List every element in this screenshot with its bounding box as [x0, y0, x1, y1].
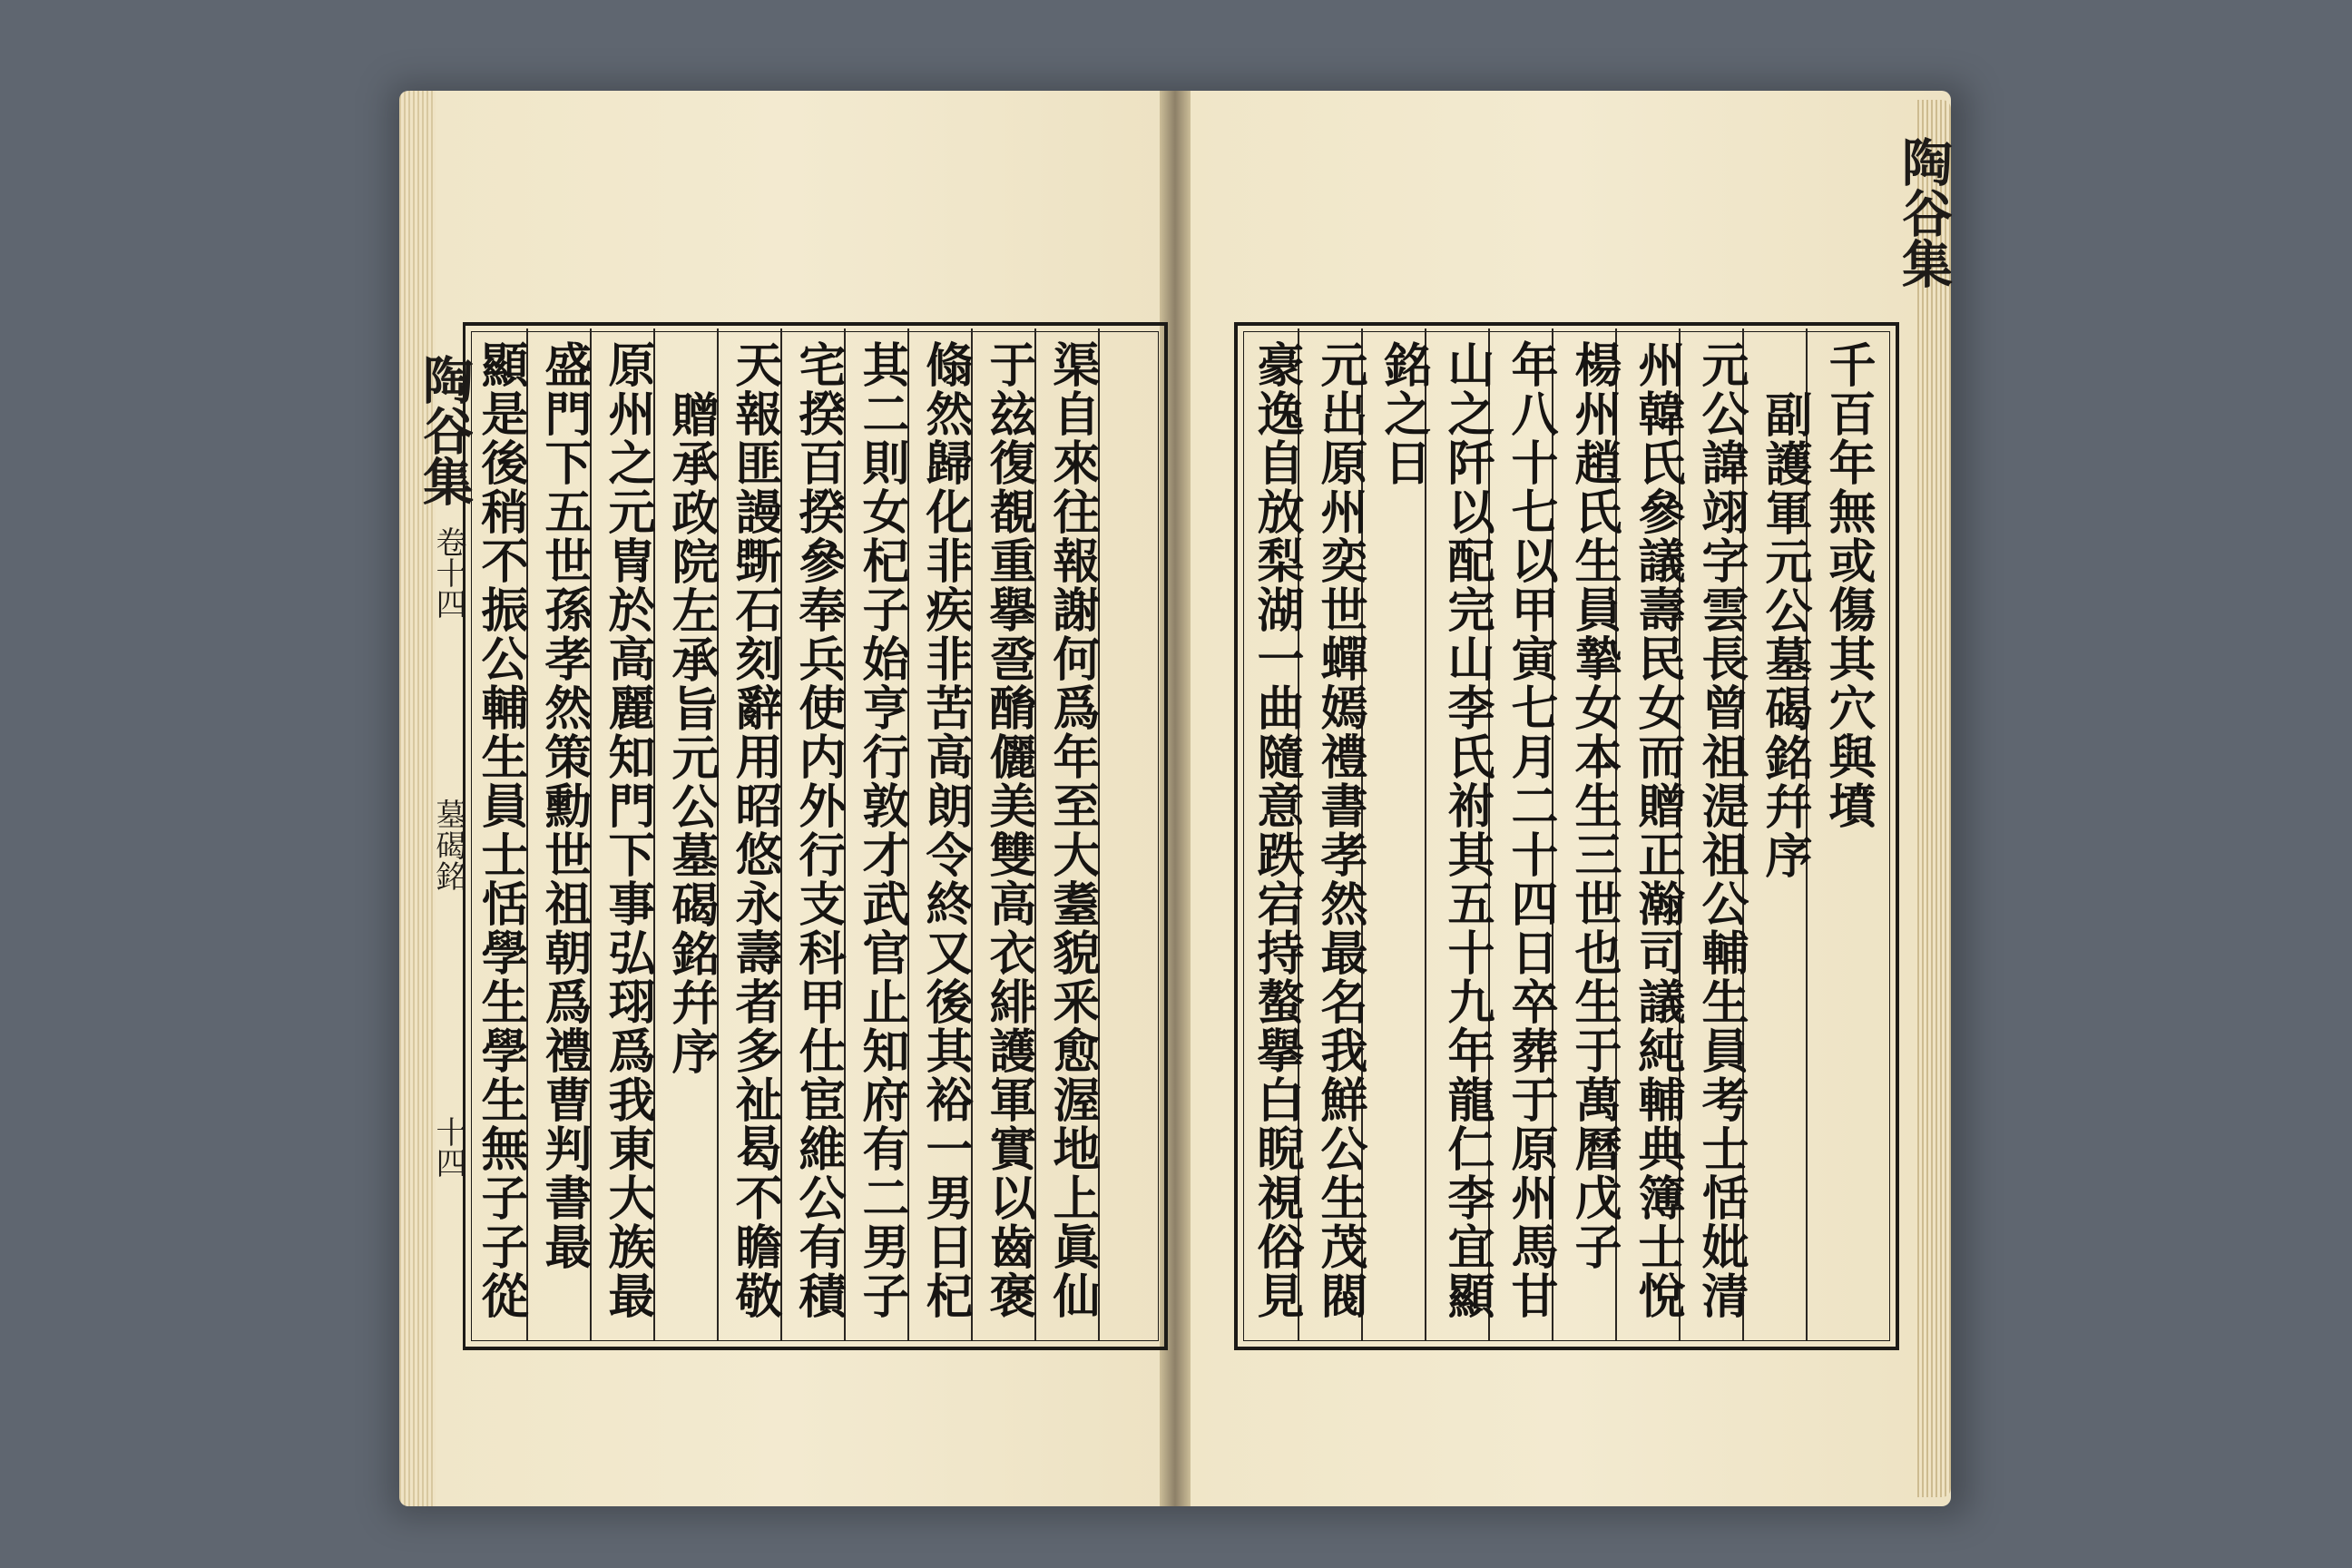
right-column-5: 楊州趙氏生員摯女本生三世也生于萬曆戊子 [1566, 340, 1622, 1271]
right-column-10: 豪逸自放梨湖一曲隨意跌宕持螯擧白睨視俗見 [1249, 340, 1304, 1320]
right-column-9: 元出原州奕世蟬嫣禮書孝然最名我鮮公生茂閥 [1312, 340, 1367, 1320]
left-column-9: 盛門下五世孫孝然策勳世祖朝爲禮曹判書最 [536, 340, 592, 1271]
left-column-6: 天報匪謾斲石刻辭用昭悠永壽者多祉曷不瞻敬 [727, 340, 782, 1320]
left-margin-page: 十四 [430, 1116, 466, 1178]
left-column-7-heading: 贈承政院左承旨元公墓碣銘幷序 [663, 390, 719, 1076]
right-column-3: 元公諱翊字雲長曾祖湜祖公輔生員考士恬妣清 [1693, 340, 1749, 1320]
left-column-8: 原州之元冑於高麗知門下事弘珝爲我東大族最 [600, 340, 655, 1320]
right-column-1: 千百年無或傷其穴與墳 [1820, 340, 1876, 830]
right-column-2-heading: 副護軍元公墓碣銘幷序 [1757, 390, 1812, 880]
right-column-8: 銘之日 [1376, 340, 1431, 487]
left-margin-section: 墓碣銘 [430, 799, 466, 891]
left-column-2: 于玆復覩重擧巹酳儷美雙高衣緋護軍實以齒褒 [981, 340, 1036, 1320]
right-column-4: 州韓氏參議壽民女而贈正瀚司議純輔典簿士悅 [1630, 340, 1685, 1320]
left-column-5: 宅揆百揆參奉兵使内外行支科甲仕宦維公有積 [790, 340, 846, 1320]
left-margin-title: 陶谷集 [415, 354, 475, 506]
left-column-10: 顯是後稍不振公輔生員士恬學生學生無子子從 [473, 340, 528, 1320]
right-column-7: 山之阡以配完山李氏祔其五十九年龍仁李宜顯 [1439, 340, 1494, 1320]
left-column-3: 翛然歸化非疾非苦高朗令終又後其裕一男日杞 [917, 340, 973, 1320]
left-column-4: 其二則女杞子始亨行敦才武官止知府有二男子 [854, 340, 909, 1320]
left-margin-volume: 卷十四 [430, 526, 466, 619]
right-page-edges [1915, 100, 1951, 1497]
left-column-1: 渠自來往報謝何爲年至大耋貌釆愈渥地上眞仙 [1044, 340, 1100, 1320]
right-margin-title: 陶谷集 [1894, 136, 1954, 289]
right-column-6: 年八十七以甲寅七月二十四日卒葬于原州馬甘 [1503, 340, 1558, 1320]
